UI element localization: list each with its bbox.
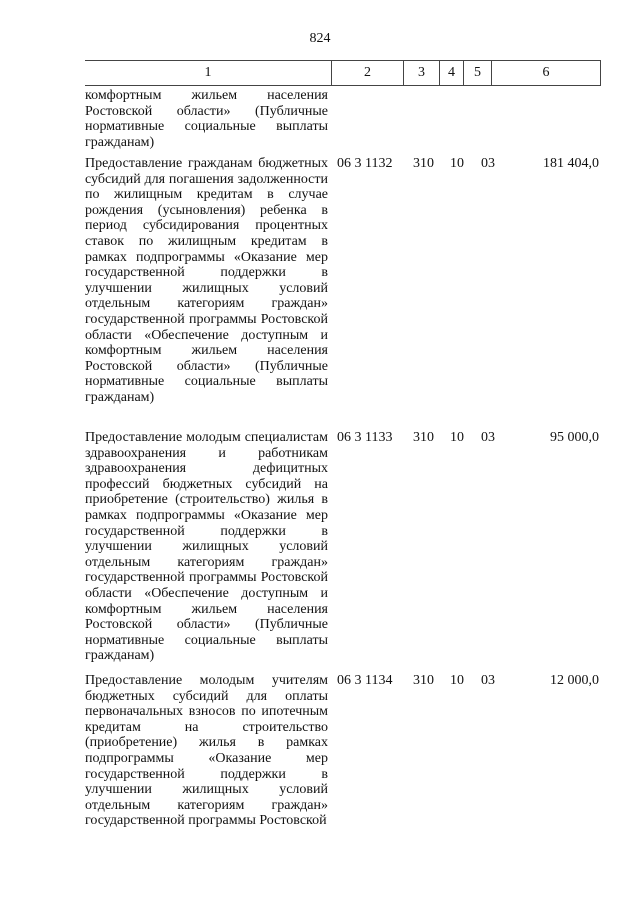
row-subsection: 10 [450,156,464,171]
row-section: 310 [413,673,434,688]
row-description: Предоставление молодым учителям бюджетных субсидий для оплаты первоначальных взносов по ипотечным кредитам на строительство (приобретение) жилья в рамках подпрограммы «Оказание мер государственной поддержки в улучшении жилищных условий отдельным категориям граждан» государственной программы Ростовской [85,673,328,829]
row-amount: 181 404,0 [543,156,599,171]
header-col-1: 1 [204,65,212,80]
header-col-2: 2 [331,61,403,85]
row-code: 06 3 1134 [337,673,393,688]
row-section: 310 [413,430,434,445]
row-article: 03 [481,156,495,171]
row-description: комфортным жильем населения Ростовской области» (Публичные нормативные социальные выплаты гражданам) [85,88,328,150]
row-article: 03 [481,430,495,445]
row-section: 310 [413,156,434,171]
header-col-5: 5 [463,61,491,85]
page-number: 824 [309,31,331,46]
table-header [85,60,601,86]
row-subsection: 10 [450,673,464,688]
row-amount: 12 000,0 [550,673,599,688]
row-code: 06 3 1133 [337,430,393,445]
row-description: Предоставление гражданам бюджетных субсидий для погашения задолженности по жилищным кредитам в случае рождения (усыновления) ребенка в период субсидирования процентных ставок по жилищным кредитам в рамках подпрограммы «Оказание мер государственной поддержки в улучшении жилищных условий отдельным категориям граждан» государственной программы Ростовской области «Обеспечение доступным и комфортным жильем населения Ростовской области» (Публичные нормативные социальные выплаты гражданам) [85,156,328,405]
row-article: 03 [481,673,495,688]
row-amount: 95 000,0 [550,430,599,445]
row-subsection: 10 [450,430,464,445]
header-col-4: 4 [439,61,463,85]
header-col-3: 3 [403,61,439,85]
row-description: Предоставление молодым специалистам здравоохранения и работникам здравоохранения дефицитных профессий бюджетных субсидий на приобретение (строительство) жилья в рамках подпрограммы «Оказание мер государственной поддержки в улучшении жилищных условий отдельным категориям граждан» государственной программы Ростовской области «Обеспечение доступным и комфортным жильем населения Ростовской области» (Публичные нормативные социальные выплаты гражданам) [85,430,328,664]
row-code: 06 3 1132 [337,156,393,171]
header-col-6: 6 [491,61,601,85]
